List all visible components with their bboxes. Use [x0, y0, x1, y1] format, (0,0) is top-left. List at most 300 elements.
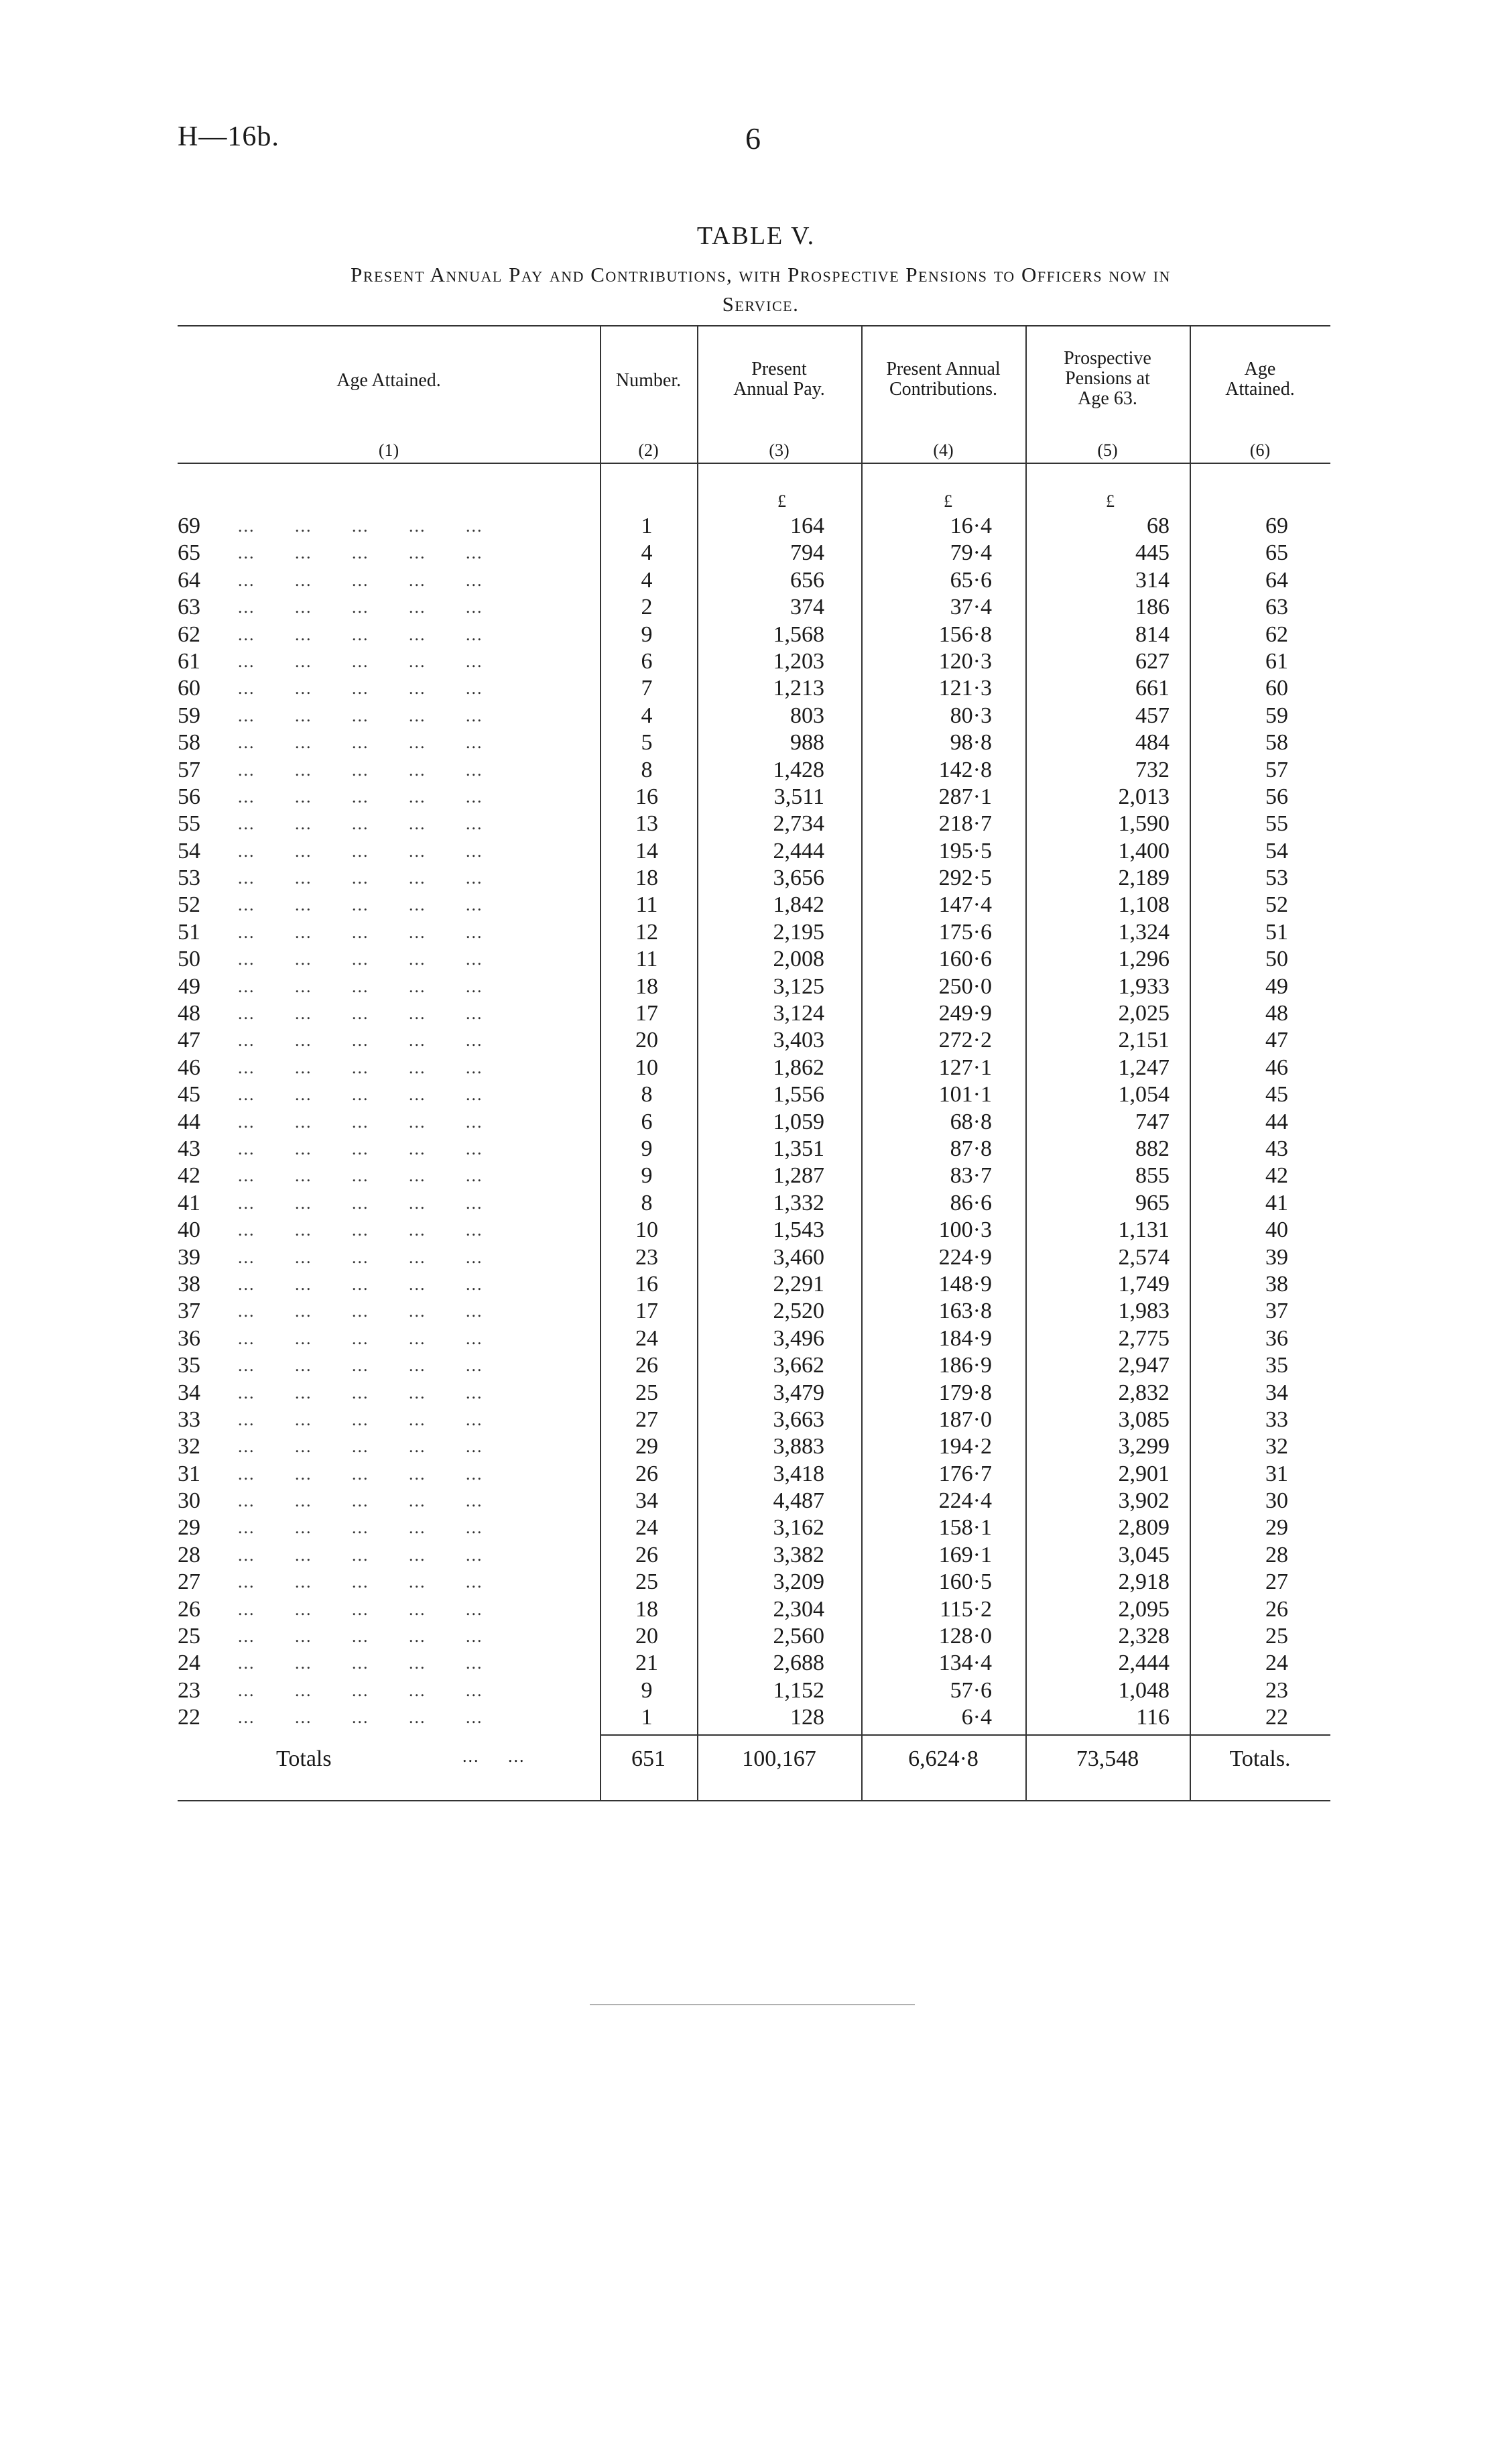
totals-pay: 100,167: [742, 1746, 816, 1771]
annual-pay-cell: 2,520: [773, 1299, 824, 1324]
leader-dots: ... ... ... ... ...: [238, 1708, 483, 1728]
annual-pay-cell: 794: [790, 540, 824, 566]
age-attained-cell: 22: [1265, 1705, 1288, 1730]
age-cell: 40: [178, 1217, 200, 1243]
age-attained-cell: 49: [1265, 973, 1288, 999]
number-cell: 6: [641, 648, 653, 674]
table-row: [178, 1081, 1330, 1108]
age-attained-cell: 47: [1265, 1028, 1288, 1053]
pension-cell: 2,574: [1118, 1244, 1170, 1270]
annual-pay-cell: 3,663: [773, 1407, 824, 1432]
age-cell: 57: [178, 757, 200, 782]
age-cell: 44: [178, 1109, 200, 1134]
table-row: [178, 540, 1330, 566]
annual-pay-cell: 1,428: [773, 757, 824, 782]
contributions-cell: 115·2: [939, 1596, 992, 1622]
annual-pay-cell: 1,543: [773, 1217, 824, 1243]
age-cell: 60: [178, 676, 200, 701]
table-row: [178, 1407, 1330, 1433]
table-body: [178, 513, 1330, 1732]
leader-dots: ... ... ... ... ...: [238, 760, 483, 780]
number-cell: 17: [635, 1001, 658, 1026]
age-attained-cell: 23: [1265, 1677, 1288, 1703]
age-cell: 52: [178, 892, 200, 918]
age-cell: 55: [178, 811, 200, 837]
contributions-cell: 148·9: [938, 1271, 992, 1297]
leader-dots: ... ... ... ... ...: [238, 516, 483, 536]
age-cell: 32: [178, 1434, 200, 1459]
number-cell: 24: [635, 1325, 658, 1351]
age-cell: 63: [178, 595, 200, 620]
leader-dots: ... ... ... ... ...: [238, 1301, 483, 1321]
table-row: [178, 1623, 1330, 1650]
contributions-cell: 184·9: [938, 1325, 992, 1351]
contributions-cell: 86·6: [950, 1190, 992, 1215]
contributions-cell: 176·7: [938, 1461, 992, 1486]
number-cell: 4: [641, 703, 653, 728]
pension-cell: 2,444: [1118, 1651, 1170, 1676]
table-row: [178, 1677, 1330, 1704]
annual-pay-cell: 2,291: [773, 1271, 824, 1297]
annual-pay-cell: 1,287: [773, 1163, 824, 1189]
table-row: [178, 703, 1330, 729]
pension-cell: 2,809: [1118, 1515, 1170, 1541]
number-cell: 9: [641, 1163, 653, 1189]
contributions-cell: 6·4: [961, 1705, 992, 1730]
age-cell: 33: [178, 1407, 200, 1432]
table-row: [178, 1000, 1330, 1027]
leader-dots: ... ... ... ... ...: [238, 1004, 483, 1024]
annual-pay-cell: 1,842: [773, 892, 824, 918]
number-cell: 2: [641, 595, 653, 620]
leader-dots: ... ... ... ... ...: [238, 1220, 483, 1240]
age-cell: 30: [178, 1488, 200, 1514]
contributions-cell: 187·0: [938, 1407, 992, 1432]
pension-cell: 661: [1135, 676, 1170, 701]
pension-cell: 2,095: [1118, 1596, 1170, 1622]
pension-cell: 1,108: [1118, 892, 1170, 918]
totals-label-right: Totals.: [1229, 1746, 1291, 1771]
number-cell: 26: [635, 1461, 658, 1486]
age-cell: 22: [178, 1705, 200, 1730]
annual-pay-cell: 3,162: [773, 1515, 824, 1541]
table-row: [178, 838, 1330, 865]
table-row: [178, 784, 1330, 811]
contributions-cell: 87·8: [950, 1136, 992, 1161]
age-attained-cell: 35: [1265, 1353, 1288, 1378]
contributions-cell: 292·5: [938, 866, 992, 891]
pension-cell: 965: [1135, 1190, 1170, 1215]
table-row: [178, 513, 1330, 540]
table-row: [178, 648, 1330, 675]
contributions-cell: 16·4: [950, 514, 992, 538]
annual-pay-cell: 3,496: [773, 1325, 824, 1351]
annual-pay-cell: 3,511: [773, 784, 824, 809]
number-cell: 34: [635, 1488, 658, 1514]
contributions-cell: 147·4: [938, 892, 992, 918]
leader-dots: ... ... ... ... ...: [238, 624, 483, 644]
contributions-cell: 80·3: [950, 703, 992, 728]
leader-dots: ... ... ... ... ...: [238, 1138, 483, 1158]
table-row: [178, 1461, 1330, 1488]
table-row: [178, 865, 1330, 892]
age-attained-cell: 28: [1265, 1542, 1288, 1567]
annual-pay-cell: 3,418: [773, 1461, 824, 1486]
annual-pay-cell: 3,124: [773, 1001, 824, 1026]
column-number-4: (4): [933, 440, 954, 460]
unit-pension-pound: £: [1106, 491, 1115, 511]
unit-contrib-pound: £: [944, 491, 952, 511]
table-row: [178, 892, 1330, 918]
pension-cell: 116: [1136, 1705, 1170, 1730]
pension-cell: 186: [1135, 595, 1170, 620]
age-attained-cell: 41: [1265, 1190, 1288, 1215]
age-cell: 26: [178, 1596, 200, 1622]
leader-dots: ... ... ... ... ...: [238, 1545, 483, 1565]
annual-pay-cell: 1,862: [773, 1055, 824, 1080]
age-cell: 38: [178, 1271, 200, 1297]
age-attained-cell: 69: [1265, 514, 1288, 538]
age-attained-cell: 59: [1265, 703, 1288, 728]
table-row: [178, 1325, 1330, 1352]
leader-dots: ... ... ... ... ...: [238, 1112, 483, 1132]
page-reference: H—16b.: [178, 121, 279, 152]
age-cell: 37: [178, 1299, 200, 1324]
pension-cell: 3,085: [1118, 1407, 1170, 1432]
table-row: [178, 919, 1330, 946]
age-attained-cell: 63: [1265, 595, 1288, 620]
contributions-cell: 249·9: [938, 1001, 992, 1026]
pension-cell: 1,131: [1118, 1217, 1170, 1243]
column-number-6: (6): [1249, 440, 1271, 460]
number-cell: 25: [635, 1569, 658, 1595]
contributions-cell: 218·7: [938, 811, 992, 837]
column-number-2: (2): [638, 440, 659, 460]
leader-dots: ... ... ... ... ...: [238, 705, 483, 725]
age-attained-cell: 57: [1265, 757, 1288, 782]
contributions-cell: 121·3: [938, 676, 992, 701]
table-row: [178, 1542, 1330, 1569]
pension-cell: 1,933: [1118, 973, 1170, 999]
header-contrib-line-1: Present Annual: [886, 359, 1001, 379]
contributions-cell: 163·8: [938, 1299, 992, 1324]
number-cell: 8: [641, 1190, 653, 1215]
table-row: [178, 1596, 1330, 1623]
age-attained-cell: 30: [1265, 1488, 1288, 1514]
annual-pay-cell: 374: [790, 595, 824, 620]
leader-dots: ... ... ... ... ...: [238, 543, 483, 563]
annual-pay-cell: 803: [790, 703, 824, 728]
annual-pay-cell: 2,560: [773, 1624, 824, 1649]
subtitle-line-1: Present Annual Pay and Contributions, with Prospective Pensions to Officers now in: [351, 263, 1171, 286]
pension-cell: 882: [1135, 1136, 1170, 1161]
number-cell: 17: [635, 1299, 658, 1324]
table-row: [178, 1162, 1330, 1189]
column-number-5: (5): [1097, 440, 1118, 460]
contributions-cell: 134·4: [938, 1651, 992, 1676]
age-attained-cell: 48: [1265, 1001, 1288, 1026]
leader-dots: ... ... ... ... ...: [238, 895, 483, 915]
leader-dots: ... ... ... ... ...: [238, 1626, 483, 1647]
number-cell: 8: [641, 757, 653, 782]
leader-dots: ... ... ... ... ...: [238, 949, 483, 969]
number-cell: 1: [641, 1705, 653, 1730]
contributions-cell: 127·1: [938, 1055, 992, 1080]
totals-label: Totals: [276, 1746, 332, 1771]
leader-dots: ... ... ... ... ...: [238, 1356, 483, 1376]
age-attained-cell: 36: [1265, 1325, 1288, 1351]
leader-dots: ... ... ... ... ...: [238, 651, 483, 671]
page-number: 6: [745, 121, 761, 156]
table-row: [178, 1136, 1330, 1162]
number-cell: 9: [641, 1677, 653, 1703]
leader-dots: ... ... ... ... ...: [238, 1599, 483, 1619]
number-cell: 5: [641, 730, 653, 756]
leader-dots: ... ... ... ... ...: [238, 1409, 483, 1429]
table-row: [178, 621, 1330, 648]
rule-above-totals: [600, 1734, 1330, 1736]
age-cell: 54: [178, 838, 200, 863]
age-cell: 27: [178, 1569, 200, 1595]
header-pension-line-1: Prospective: [1064, 348, 1151, 369]
pension-cell: 1,324: [1118, 919, 1170, 945]
pension-cell: 2,025: [1118, 1001, 1170, 1026]
table-row: [178, 1514, 1330, 1541]
age-cell: 46: [178, 1055, 200, 1080]
number-cell: 14: [635, 838, 658, 863]
leader-dots: ... ... ... ... ...: [238, 814, 483, 834]
table-row: [178, 1433, 1330, 1460]
pension-cell: 1,749: [1118, 1271, 1170, 1297]
unit-pay-pound: £: [777, 491, 786, 511]
header-pension-line-2: Pensions at: [1065, 368, 1150, 389]
table-row: [178, 594, 1330, 621]
leader-dots: ... ... ... ... ...: [238, 1057, 483, 1077]
table-row: [178, 1244, 1330, 1271]
pension-cell: 2,901: [1118, 1461, 1170, 1486]
table-row: [178, 1271, 1330, 1298]
age-attained-cell: 29: [1265, 1515, 1288, 1541]
annual-pay-cell: 2,195: [773, 919, 824, 945]
header-contrib-line-2: Contributions.: [889, 379, 997, 400]
age-attained-cell: 44: [1265, 1109, 1288, 1134]
annual-pay-cell: 128: [790, 1705, 824, 1730]
number-cell: 9: [641, 621, 653, 647]
table-row: [178, 567, 1330, 594]
table-row: [178, 1109, 1330, 1136]
header-number: Number.: [615, 370, 682, 391]
pension-cell: 2,832: [1118, 1380, 1170, 1405]
leader-dots: ... ... ... ... ...: [238, 922, 483, 942]
contributions-cell: 194·2: [938, 1434, 992, 1459]
table-row: [178, 1569, 1330, 1596]
age-attained-cell: 32: [1265, 1434, 1288, 1459]
pension-cell: 457: [1135, 703, 1170, 728]
age-attained-cell: 27: [1265, 1569, 1288, 1595]
rule-below-header: [178, 463, 1330, 464]
age-attained-cell: 43: [1265, 1136, 1288, 1161]
age-attained-cell: 33: [1265, 1407, 1288, 1432]
number-cell: 23: [635, 1244, 658, 1270]
pension-cell: 484: [1135, 730, 1170, 756]
contributions-cell: 100·3: [938, 1217, 992, 1243]
contributions-cell: 250·0: [938, 973, 992, 999]
age-attained-cell: 64: [1265, 567, 1288, 593]
annual-pay-cell: 1,203: [773, 648, 824, 674]
age-cell: 23: [178, 1677, 200, 1703]
contributions-cell: 57·6: [950, 1677, 992, 1703]
age-attained-cell: 54: [1265, 838, 1288, 863]
age-cell: 64: [178, 567, 200, 593]
column-number-1: (1): [378, 440, 399, 460]
annual-pay-cell: 656: [790, 567, 824, 593]
header-age-attained-right: [1190, 359, 1330, 400]
pension-cell: 314: [1135, 567, 1170, 593]
contributions-cell: 101·1: [938, 1082, 992, 1108]
contributions-cell: 156·8: [938, 621, 992, 647]
totals-number: 651: [631, 1746, 666, 1771]
number-cell: 26: [635, 1353, 658, 1378]
header-pension: [1025, 349, 1190, 409]
pension-cell: 2,918: [1118, 1569, 1170, 1595]
annual-pay-cell: 988: [790, 730, 824, 756]
annual-pay-cell: 1,568: [773, 621, 824, 647]
pension-cell: 1,400: [1118, 838, 1170, 863]
annual-pay-cell: 4,487: [773, 1488, 824, 1514]
pension-cell: 2,947: [1118, 1353, 1170, 1378]
annual-pay-cell: 2,444: [773, 838, 824, 863]
age-attained-cell: 52: [1265, 892, 1288, 918]
number-cell: 6: [641, 1109, 653, 1134]
pension-cell: 814: [1135, 621, 1170, 647]
age-cell: 29: [178, 1515, 200, 1541]
pension-cell: 3,045: [1118, 1542, 1170, 1567]
leader-dots: ... ... ... ... ...: [238, 1518, 483, 1538]
contributions-cell: 79·4: [950, 540, 992, 566]
contributions-cell: 98·8: [950, 730, 992, 756]
contributions-cell: 68·8: [950, 1109, 992, 1134]
annual-pay-cell: 2,008: [773, 947, 824, 972]
header-age2-line-1: Age: [1244, 359, 1276, 379]
number-cell: 8: [641, 1082, 653, 1108]
annual-pay-cell: 3,662: [773, 1353, 824, 1378]
age-cell: 43: [178, 1136, 200, 1161]
age-attained-cell: 40: [1265, 1217, 1288, 1243]
age-attained-cell: 53: [1265, 866, 1288, 891]
number-cell: 11: [635, 947, 658, 972]
subtitle-line-2: Service.: [722, 292, 800, 316]
pension-cell: 1,048: [1118, 1677, 1170, 1703]
age-cell: 28: [178, 1542, 200, 1567]
pension-cell: 1,054: [1118, 1082, 1170, 1108]
header-pay: [697, 359, 861, 400]
leader-dots: ... ... ... ... ...: [238, 1491, 483, 1511]
age-attained-cell: 24: [1265, 1651, 1288, 1676]
number-cell: 1: [641, 514, 653, 538]
rule-top: [178, 325, 1330, 326]
pension-cell: 1,247: [1118, 1055, 1170, 1080]
number-cell: 18: [635, 1596, 658, 1622]
age-attained-cell: 51: [1265, 919, 1288, 945]
leader-dots: ... ... ... ... ...: [238, 841, 483, 861]
totals-pension: 73,548: [1076, 1746, 1139, 1771]
age-attained-cell: 46: [1265, 1055, 1288, 1080]
table-row: [178, 1488, 1330, 1514]
pension-cell: 1,590: [1118, 811, 1170, 837]
table-row: [178, 1217, 1330, 1244]
table-row: [178, 1027, 1330, 1054]
pension-cell: 1,983: [1118, 1299, 1170, 1324]
table-subtitle: [181, 260, 1340, 319]
leader-dots: ... ... ... ... ...: [238, 1680, 483, 1700]
pension-cell: 2,775: [1118, 1325, 1170, 1351]
annual-pay-cell: 1,332: [773, 1190, 824, 1215]
leader-dots: ... ... ... ... ...: [238, 1274, 483, 1294]
contributions-cell: 195·5: [938, 838, 992, 863]
age-cell: 62: [178, 621, 200, 647]
pension-cell: 445: [1135, 540, 1170, 566]
annual-pay-cell: 3,403: [773, 1028, 824, 1053]
header-contributions: [861, 359, 1025, 400]
table-row: [178, 1055, 1330, 1081]
header-pay-line-2: Annual Pay.: [733, 379, 825, 400]
pension-cell: 732: [1135, 757, 1170, 782]
annual-pay-cell: 1,556: [773, 1082, 824, 1108]
table-row: [178, 1298, 1330, 1325]
number-cell: 18: [635, 866, 658, 891]
table-row: [178, 1190, 1330, 1217]
annual-pay-cell: 1,213: [773, 676, 824, 701]
age-cell: 24: [178, 1651, 200, 1676]
pension-cell: 68: [1147, 514, 1170, 538]
leader-dots: ... ... ... ... ...: [238, 1328, 483, 1348]
age-cell: 69: [178, 514, 200, 538]
age-attained-cell: 39: [1265, 1244, 1288, 1270]
table-row: [178, 1352, 1330, 1379]
age-cell: 51: [178, 919, 200, 945]
table-row: [178, 946, 1330, 973]
contributions-cell: 186·9: [938, 1353, 992, 1378]
age-cell: 36: [178, 1325, 200, 1351]
age-attained-cell: 60: [1265, 676, 1288, 701]
contributions-cell: 120·3: [938, 648, 992, 674]
number-cell: 4: [641, 567, 653, 593]
age-cell: 58: [178, 730, 200, 756]
totals-dots: ... ...: [462, 1746, 525, 1766]
annual-pay-cell: 3,460: [773, 1244, 824, 1270]
leader-dots: ... ... ... ... ...: [238, 570, 483, 590]
annual-pay-cell: 3,656: [773, 866, 824, 891]
annual-pay-cell: 3,479: [773, 1380, 824, 1405]
age-cell: 61: [178, 648, 200, 674]
age-attained-cell: 61: [1265, 648, 1288, 674]
pension-cell: 2,151: [1118, 1028, 1170, 1053]
number-cell: 29: [635, 1434, 658, 1459]
header-pay-line-1: Present: [751, 359, 807, 379]
table-title: TABLE V.: [696, 222, 816, 250]
age-cell: 59: [178, 703, 200, 728]
annual-pay-cell: 1,351: [773, 1136, 824, 1161]
leader-dots: ... ... ... ... ...: [238, 786, 483, 807]
pension-cell: 3,902: [1118, 1488, 1170, 1514]
header-age: Age Attained.: [336, 370, 441, 391]
number-cell: 26: [635, 1542, 658, 1567]
table-row: [178, 675, 1330, 702]
age-attained-cell: 65: [1265, 540, 1288, 566]
number-cell: 25: [635, 1380, 658, 1405]
age-attained-cell: 37: [1265, 1299, 1288, 1324]
age-attained-cell: 25: [1265, 1624, 1288, 1649]
